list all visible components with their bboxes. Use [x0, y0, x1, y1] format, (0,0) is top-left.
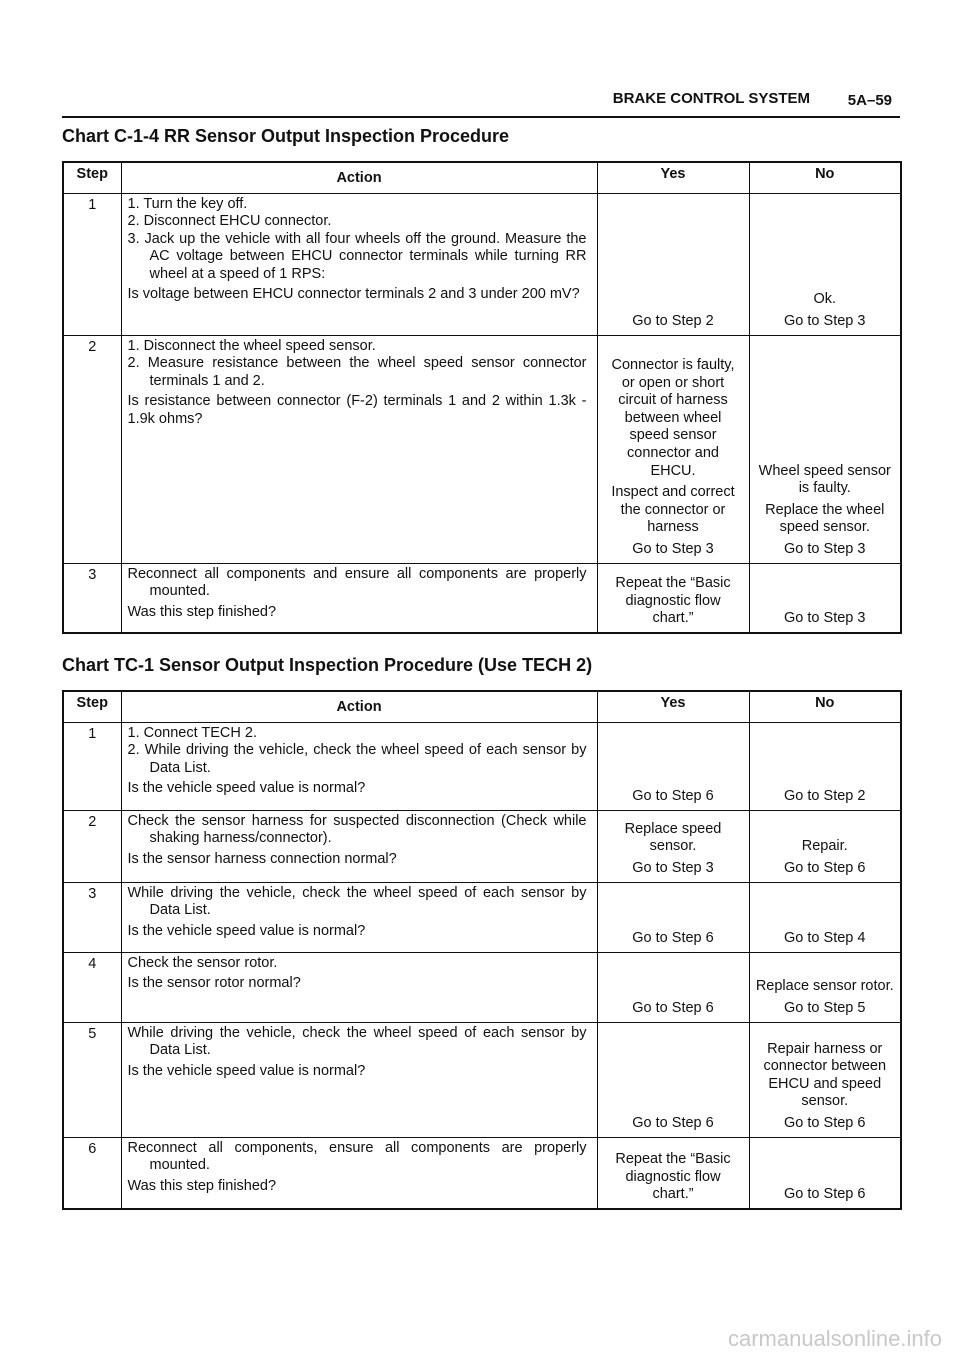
yes-cell	[597, 882, 749, 952]
table-row	[63, 722, 901, 810]
action-question: Was this step finished?	[127, 603, 277, 620]
no-text: Replace the wheel speed sensor.	[765, 501, 885, 536]
action-cell	[121, 882, 597, 952]
yes-text: Go to Step 3	[632, 859, 714, 876]
action-list	[128, 1140, 587, 1175]
no-text: Wheel speed sensor is faulty.	[758, 462, 891, 497]
header-yes: Yes	[597, 162, 749, 193]
no-text: Go to Step 2	[784, 787, 866, 804]
header-no: No	[749, 162, 901, 193]
no-cell	[749, 882, 901, 952]
action-cell	[121, 193, 597, 335]
yes-text: Inspect and correct the connector or harness	[611, 484, 735, 536]
watermark: carmanualsonline.info	[727, 1326, 942, 1351]
header-step: Step	[63, 691, 121, 722]
chart2-table	[62, 690, 902, 1210]
action-question: Is voltage between EHCU connector terminals 2 and 3 under 200 mV?	[127, 286, 580, 303]
chart1-table	[62, 161, 902, 634]
action-question: Is the sensor rotor normal?	[127, 975, 301, 992]
step-number: 6	[63, 1137, 121, 1209]
yes-cell	[597, 1137, 749, 1209]
action-item: 1. Turn the key off.	[127, 195, 248, 212]
action-cell	[121, 563, 597, 633]
yes-cell	[597, 335, 749, 563]
header-yes: Yes	[597, 691, 749, 722]
step-number: 5	[63, 1022, 121, 1137]
no-cell	[749, 563, 901, 633]
action-item: Reconnect all components and ensure all components are properly mounted.	[127, 565, 587, 600]
action-cell	[121, 1137, 597, 1209]
no-text: Go to Step 6	[784, 859, 866, 876]
yes-text: Go to Step 6	[632, 1114, 714, 1131]
no-text: Replace sensor rotor.	[755, 978, 894, 995]
no-text: Go to Step 5	[784, 999, 866, 1016]
no-text: Go to Step 6	[784, 1186, 866, 1203]
action-item: 2. While driving the vehicle, check the wheel speed of each sensor by Data List.	[127, 742, 587, 776]
step-number: 3	[63, 563, 121, 633]
table-row	[63, 563, 901, 633]
no-cell	[749, 722, 901, 810]
action-cell	[121, 810, 597, 882]
header-step: Step	[63, 162, 121, 193]
no-text: Ok.	[813, 291, 837, 308]
action-question: Is the vehicle speed value is normal?	[127, 1062, 366, 1079]
action-question: Is the vehicle speed value is normal?	[127, 780, 366, 797]
no-cell	[749, 1022, 901, 1137]
action-cell	[121, 1022, 597, 1137]
no-cell	[749, 193, 901, 335]
no-cell	[749, 952, 901, 1022]
step-number: 4	[63, 952, 121, 1022]
step-number: 3	[63, 882, 121, 952]
action-cell	[121, 335, 597, 563]
table-row	[63, 952, 901, 1022]
step-number: 1	[63, 193, 121, 335]
action-item: 1. Connect TECH 2.	[127, 724, 257, 741]
action-list	[128, 725, 587, 778]
action-item: While driving the vehicle, check the wheel speed of each sensor by Data List.	[127, 884, 587, 919]
chart1-title: Chart C-1-4 RR Sensor Output Inspection Procedure	[62, 126, 510, 146]
yes-text: Replace speed sensor.	[624, 820, 722, 855]
no-text: Go to Step 3	[784, 540, 866, 557]
table-row	[63, 1022, 901, 1137]
header-action: Action	[121, 162, 597, 193]
action-question: Is the vehicle speed value is normal?	[127, 922, 366, 939]
no-cell	[749, 335, 901, 563]
no-text: Go to Step 6	[784, 1114, 866, 1131]
action-question: Was this step finished?	[127, 1177, 277, 1194]
yes-text: Connector is faulty, or open or short circuit of harness between wheel speed sensor connector and EHCU.	[611, 356, 735, 479]
chart2-title: Chart TC-1 Sensor Output Inspection Procedure (Use TECH 2)	[62, 655, 593, 675]
no-text: Repair.	[801, 838, 848, 855]
yes-text: Go to Step 6	[632, 787, 714, 804]
yes-cell	[597, 1022, 749, 1137]
table-row	[63, 1137, 901, 1209]
action-item: 3. Jack up the vehicle with all four wheels off the ground. Measure the AC voltage between EHCU connector terminals while turning RR wheel at a speed of 1 RPS:	[127, 230, 587, 282]
no-cell	[749, 1137, 901, 1209]
page-number: 5A–59	[847, 92, 892, 109]
no-text: Go to Step 3	[784, 312, 866, 329]
action-item: While driving the vehicle, check the wheel speed of each sensor by Data List.	[127, 1024, 587, 1059]
yes-cell	[597, 722, 749, 810]
table-row	[63, 335, 901, 563]
yes-text: Repeat the “Basic diagnostic flow chart.”	[615, 575, 731, 627]
yes-text: Go to Step 3	[632, 540, 714, 557]
yes-text: Go to Step 2	[632, 312, 714, 329]
yes-cell	[597, 563, 749, 633]
yes-text: Go to Step 6	[632, 929, 714, 946]
step-number: 2	[63, 335, 121, 563]
step-number: 2	[63, 810, 121, 882]
action-item: Check the sensor harness for suspected disconnection (Check while shaking harness/connector).	[127, 812, 587, 847]
step-number: 1	[63, 722, 121, 810]
action-list	[128, 1025, 587, 1060]
action-item: 2. Disconnect EHCU connector.	[127, 213, 332, 230]
yes-text: Go to Step 6	[632, 999, 714, 1016]
header-action: Action	[121, 691, 597, 722]
action-item: Reconnect all components, ensure all components are properly mounted.	[127, 1139, 587, 1174]
action-list	[128, 566, 587, 601]
action-question: Is resistance between connector (F-2) terminals 1 and 2 within 1.3k - 1.9k ohms?	[127, 393, 587, 427]
action-cell	[121, 952, 597, 1022]
table-row	[63, 810, 901, 882]
no-text: Go to Step 3	[784, 610, 866, 627]
header-no: No	[749, 691, 901, 722]
action-item: Check the sensor rotor.	[127, 954, 278, 971]
section-title: BRAKE CONTROL SYSTEM	[612, 90, 810, 107]
action-list	[128, 813, 587, 848]
yes-cell	[597, 952, 749, 1022]
action-cell	[121, 722, 597, 810]
action-list	[128, 196, 587, 284]
no-cell	[749, 810, 901, 882]
table-row	[63, 193, 901, 335]
yes-cell	[597, 193, 749, 335]
action-list	[128, 955, 587, 973]
action-list	[128, 885, 587, 920]
table-row	[63, 882, 901, 952]
no-text: Go to Step 4	[784, 929, 866, 946]
action-question: Is the sensor harness connection normal?	[127, 850, 397, 867]
yes-text: Repeat the “Basic diagnostic flow chart.”	[615, 1151, 731, 1203]
no-text: Repair harness or connector between EHCU and speed sensor.	[763, 1040, 887, 1110]
action-item: 2. Measure resistance between the wheel speed sensor connector terminals 1 and 2.	[127, 355, 587, 389]
yes-cell	[597, 810, 749, 882]
page-header	[62, 88, 900, 118]
action-item: 1. Disconnect the wheel speed sensor.	[127, 337, 376, 354]
action-list	[128, 338, 587, 391]
